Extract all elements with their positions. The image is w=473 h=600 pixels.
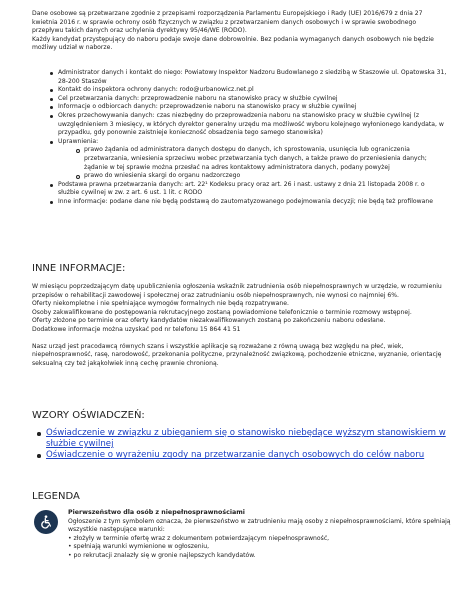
incomplete-offers-text: Oferty niekompletne i nie spełniające wymogów formalnych nie będą rozpatrywane. (32, 300, 289, 308)
inne-informacje-heading: INNE INFORMACJE: (32, 263, 126, 274)
legend-condition: • spełniają warunki wymienione w ogłoszeniu, (68, 543, 210, 551)
list-item: Informacje o odbiorcach danych: przeprowadzenie naboru na stanowisko pracy w służbie cywilnej (58, 103, 447, 112)
rights-label: Uprawnienia: (58, 137, 99, 145)
list-item: prawo żądania od administratora danych dostępu do danych, ich sprostowania, usunięcia lub ograniczenia przetwarzania, wniesienia sprzeciwu wobec przetwarzania tych danych, a także prawo do przeniesienia danych; żądanie w tej sprawie można przesłać na adres kontaktowy administratora danych, podany powyżej (84, 146, 447, 172)
rodo-intro-text: Dane osobowe są przetwarzane zgodnie z przepisami rozporządzenia Parlamentu Europejskiego i Rady (UE) 2016/679 z dnia 27 kwietnia 2016 r. w sprawie ochrony osób fizycznych w związku z przetwarzaniem danych osobowych i w sprawie swobodnego przepływu takich danych oraz uchylenia dyrektywy 95/46/WE (RODO). (32, 10, 423, 35)
list-item: Podstawa prawna przetwarzania danych: art. 22¹ Kodeksu pracy oraz art. 26 i nast. ustawy z dnia 21 listopada 2008 r. o służbie cywilnej w zw. z art. 6 ust. 1 lit. c RODO (58, 181, 447, 198)
legend-title: Pierwszeństwo dla osób z niepełnosprawnościami (68, 509, 245, 516)
list-item-rights (58, 138, 447, 181)
list-item: Kontakt do inspektora ochrony danych: rodo@urbanowicz.net.pl (58, 86, 447, 95)
statement-links (46, 428, 446, 462)
contact-phone-text: Dodatkowe informacje można uzyskać pod nr telefonu 15 864 41 51 (32, 325, 241, 333)
wzory-oswiadczen-heading: WZORY OŚWIADCZEŃ: (32, 410, 145, 421)
legend-description (68, 509, 453, 560)
list-item (46, 450, 446, 461)
list-item: prawo do wniesienia skargi do organu nadzorczego (84, 172, 447, 181)
list-item: Administrator danych i kontakt do niego: Powiatowy Inspektor Nadzoru Budowlanego z siedzibą w Staszowie ul. Opatowska 31, 28-200 Staszów (58, 69, 447, 85)
rodo-list (32, 69, 447, 207)
list-item: Okres przechowywania danych: czas niezbędny do przeprowadzenia naboru na stanowisko pracy w służbie cywilnej (z uwzględnieniem 3 miesięcy, w których dyrektor generalny urzędu ma możliwość wyboru kolejnego wyłonionego kandydata, w przypadku, gdy ponownie zaistnieje konieczność obsadzenia tego samego stanowiska) (58, 112, 447, 138)
equal-opportunity-text: Nasz urząd jest pracodawcą równych szans i wszystkie aplikacje są rozważane z równą uwagą bez względu na płeć, wiek, niepełnosprawność, rasę, narodowość, przekonania polityczne, przynależność związkową, pochodzenie etniczne, wyznanie, orientację seksualną czy też jakąkolwiek inną cechę prawnie chronioną. (32, 342, 442, 367)
rodo-intro-voluntary: Każdy kandydat przystępujący do naboru podaje swoje dane dobrowolnie. Bez podania wymaganych danych osobowych nie będzie możliwy udział w naborze. (32, 35, 434, 52)
list-item: Inne informacje: podane dane nie będą podstawą do zautomatyzowanego podejmowania decyzji; nie będą też profilowane (58, 198, 447, 207)
legend-condition: • złożyły w terminie ofertę wraz z dokumentem potwierdzającym niepełnosprawność, (68, 534, 330, 542)
rodo-intro (32, 10, 447, 53)
list-item: Cel przetwarzania danych: przeprowadzenie naboru na stanowisko pracy w służbie cywilnej (58, 95, 447, 104)
legend-condition: • po rekrutacji znalazły się w gronie najlepszych kandydatów. (68, 551, 256, 559)
late-offers-text: Oferty złożone po terminie oraz oferty kandydatów niezakwalifikowanych zostaną po zakończeniu naboru odesłane. (32, 317, 386, 325)
legenda-heading: LEGENDA (32, 491, 80, 502)
legend-text: Ogłoszenie z tym symbolem oznacza, że pierwszeństwo w zatrudnieniu mają osoby z niepełnosprawnościami, które spełniają wszystkie następujące warunki: (68, 517, 451, 534)
list-item (46, 428, 446, 450)
statement-link-civil-service[interactable]: Oświadczenie w związku z ubieganiem się o stanowisko niebędące wyższym stanowiskiem w służbie cywilnej (46, 428, 446, 450)
wheelchair-accessibility-icon (34, 510, 58, 534)
inne-informacje-content (32, 283, 447, 368)
qualified-notice-text: Osoby zakwalifikowane do postępowania rekrutacyjnego zostaną powiadomione telefonicznie o terminie rozmowy wstępnej. (32, 308, 412, 316)
employment-ratio-text: W miesiącu poprzedzającym datę upublicznienia ogłoszenia wskaźnik zatrudnienia osób niepełnosprawnych w urzędzie, w rozumieniu przepisów o rehabilitacji zawodowej i społecznej oraz zatrudnianiu osób niepełnosprawnych, nie wynosi co najmniej 6%. (32, 283, 442, 299)
statement-link-data-consent[interactable]: Oświadczenie o wyrażeniu zgody na przetwarzanie danych osobowych do celów naboru (46, 450, 425, 461)
